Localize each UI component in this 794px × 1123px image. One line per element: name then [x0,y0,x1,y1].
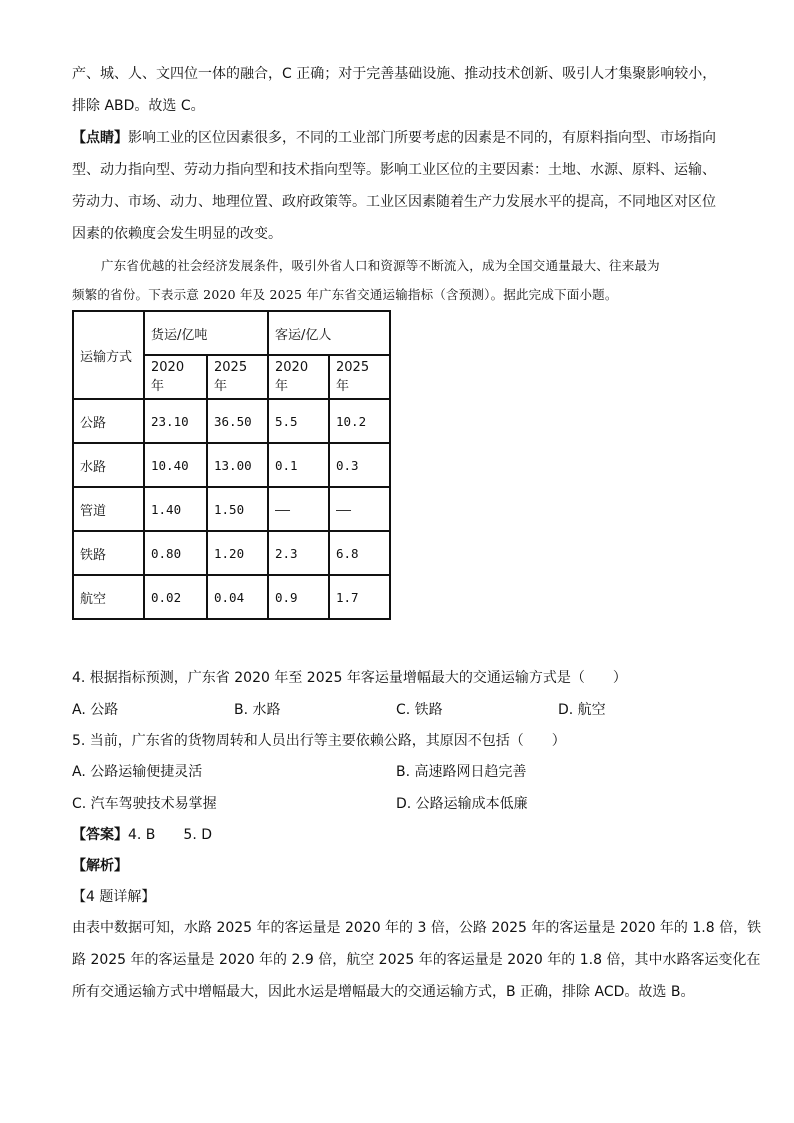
detail-line: 路 2025 年的客运量是 2020 年的 2.9 倍，航空 2025 年的客运量是 2020 年的 1.8 倍，其中水路客运变化在 [72,952,761,968]
cell-value: 0.02 [144,575,207,619]
answer-line [72,825,212,845]
cell-mode: 公路 [73,399,144,443]
option-4c: C. 铁路 [396,702,443,718]
cell-mode: 管道 [73,487,144,531]
question-4: 4. 根据指标预测，广东省 2020 年至 2025 年客运量增幅最大的交通运输方式是（ ） [72,670,627,686]
paragraph-line: 劳动力、市场、动力、地理位置、政府政策等。工业区因素随着生产力发展水平的提高，不同地区对区位 [72,194,716,210]
detail-tag: 【4 题详解】 [72,889,156,905]
analysis-tag: 【解析】 [72,858,128,874]
option-5c: C. 汽车驾驶技术易掌握 [72,796,217,812]
table-row [73,443,390,487]
table-row [73,399,390,443]
cell-value: 6.8 [329,531,390,575]
cell-mode: 铁路 [73,531,144,575]
cell-value: 13.00 [207,443,268,487]
cell-value: 10.40 [144,443,207,487]
paragraph-line: 型、动力指向型、劳动力指向型和技术指向型等。影响工业区位的主要因素：土地、水源、原料、运输、 [72,162,716,178]
detail-line: 由表中数据可知，水路 2025 年的客运量是 2020 年的 3 倍，公路 2025 年的客运量是 2020 年的 1.8 倍，铁 [72,920,762,936]
subheader-freight-2025: 2025 年 [207,355,268,399]
answer-tag: 【答案】 [72,827,128,843]
table-row [73,487,390,531]
transport-table [72,310,391,620]
paragraph-line: 因素的依赖度会发生明显的改变。 [72,226,282,242]
option-5a: A. 公路运输便捷灵活 [72,764,203,780]
dianjing-tag: 【点睛】 [72,130,128,146]
cell-value: 0.9 [268,575,329,619]
cell-value: 1.40 [144,487,207,531]
paragraph-line: 产、城、人、文四位一体的融合，C 正确；对于完善基础设施、推动技术创新、吸引人才集聚影响较小， [72,66,717,82]
cell-value: 36.50 [207,399,268,443]
option-4d: D. 航空 [558,702,606,718]
subheader-freight-2020: 2020 年 [144,355,207,399]
dianjing-paragraph [72,128,716,148]
table-row [73,575,390,619]
cell-value: 2.3 [268,531,329,575]
option-5d: D. 公路运输成本低廉 [396,796,528,812]
cell-value: 5.5 [268,399,329,443]
cell-mode: 水路 [73,443,144,487]
cell-value: 10.2 [329,399,390,443]
cell-value: —— [329,487,390,531]
question-5: 5. 当前，广东省的货物周转和人员出行等主要依赖公路，其原因不包括（ ） [72,733,566,749]
intro-line: 广东省优越的社会经济发展条件，吸引外省人口和资源等不断流入，成为全国交通量最大、往来最为 [101,258,660,273]
cell-value: 1.7 [329,575,390,619]
cell-value: 1.50 [207,487,268,531]
option-4a: A. 公路 [72,702,119,718]
answer-text: 4. B 5. D [128,827,212,843]
header-freight: 货运/亿吨 [144,311,268,355]
option-4b: B. 水路 [234,702,281,718]
cell-value: 0.04 [207,575,268,619]
header-passenger: 客运/亿人 [268,311,390,355]
paragraph-line: 排除 ABD。故选 C。 [72,98,205,114]
intro-line: 频繁的省份。下表示意 2020 年及 2025 年广东省交通运输指标（含预测）。据此完成下面小题。 [72,287,618,302]
cell-value: 0.3 [329,443,390,487]
cell-mode: 航空 [73,575,144,619]
cell-value: 0.1 [268,443,329,487]
subheader-passenger-2025: 2025 年 [329,355,390,399]
header-mode: 运输方式 [73,311,144,399]
cell-value: —— [268,487,329,531]
cell-value: 23.10 [144,399,207,443]
detail-line: 所有交通运输方式中增幅最大，因此水运是增幅最大的交通运输方式，B 正确，排除 ACD。故选 B。 [72,984,695,1000]
subheader-passenger-2020: 2020 年 [268,355,329,399]
option-5b: B. 高速路网日趋完善 [396,764,527,780]
cell-value: 1.20 [207,531,268,575]
cell-value: 0.80 [144,531,207,575]
paragraph-text: 影响工业的区位因素很多，不同的工业部门所要考虑的因素是不同的，有原料指向型、市场指向 [128,130,716,146]
table-row [73,531,390,575]
